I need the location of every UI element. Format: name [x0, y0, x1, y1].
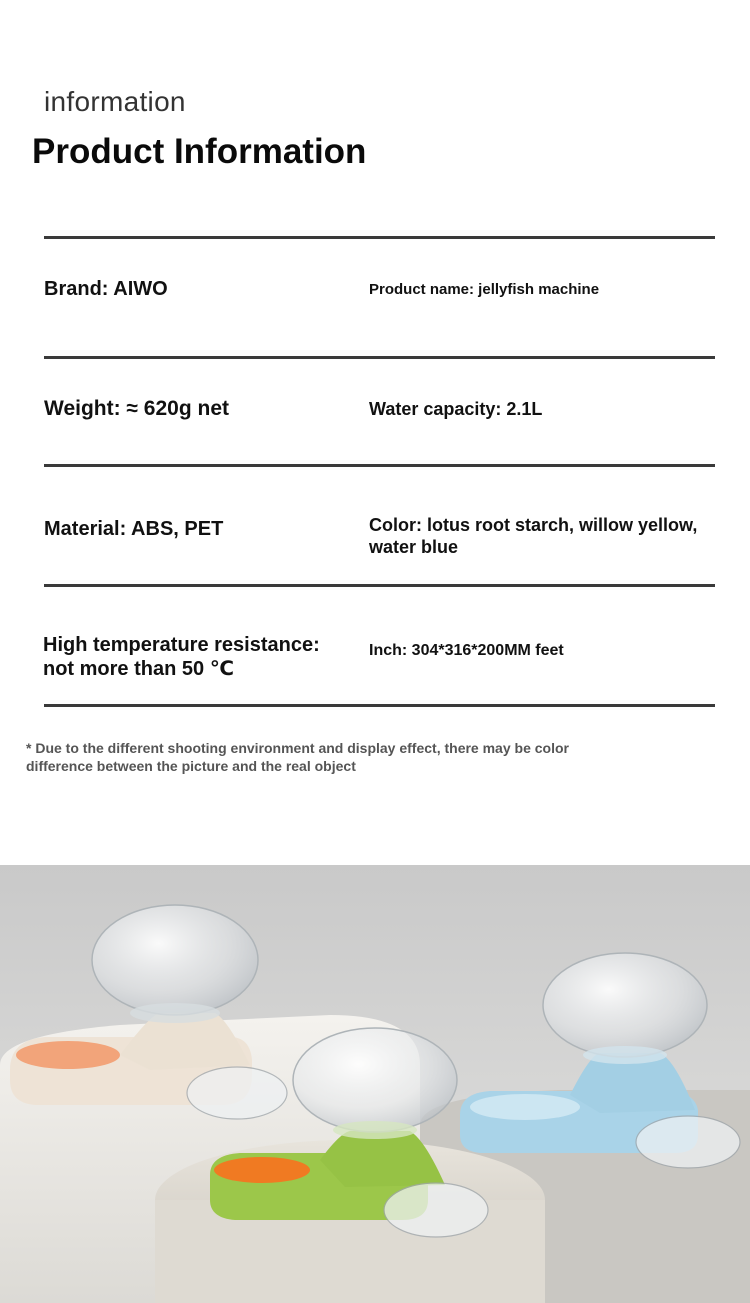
- spec-color: Color: lotus root starch, willow yellow, water blue: [369, 515, 698, 557]
- divider: [44, 464, 715, 467]
- spec-brand: Brand: AIWO: [44, 278, 168, 300]
- divider: [44, 236, 715, 239]
- spec-product-name: Product name: jellyfish machine: [369, 281, 600, 298]
- color-disclaimer: * Due to the different shooting environment and display effect, there may be color difference between the picture and the real object: [26, 740, 569, 774]
- jellyfish-water-dispensers-image: [0, 865, 750, 1303]
- spec-dimensions: Inch: 304*316*200MM feet: [369, 642, 564, 659]
- spec-weight: Weight: ≈ 620g net: [44, 397, 229, 420]
- spec-water-capacity: Water capacity: 2.1L: [369, 399, 543, 419]
- divider: [44, 356, 715, 359]
- spec-material: Material: ABS, PET: [44, 518, 224, 540]
- product-photo: [0, 865, 750, 1303]
- divider: [44, 704, 715, 707]
- page-title: Product Information: [32, 132, 367, 171]
- divider: [44, 584, 715, 587]
- section-subtitle: information: [44, 86, 186, 117]
- spec-temperature-resistance: High temperature resistance: not more than 50 ℃: [43, 634, 320, 680]
